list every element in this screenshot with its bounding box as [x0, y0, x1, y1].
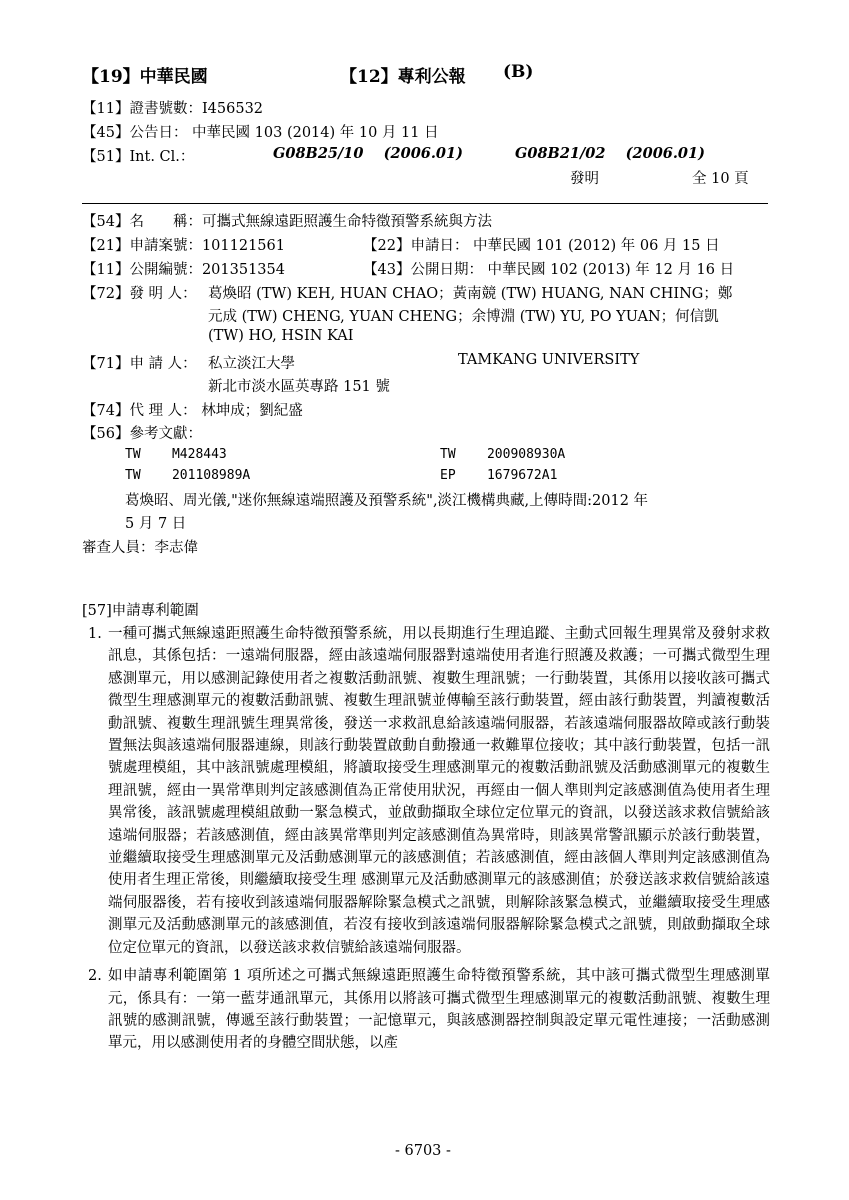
header-divider — [82, 203, 768, 204]
inventors-line-1: 葛煥昭 (TW) KEH, HUAN CHAO；黃南競 (TW) HUANG, NAN CHING；鄭 — [208, 286, 733, 302]
page-number: - 6703 - — [395, 1143, 451, 1159]
applicant-name: 私立淡江大學 — [208, 356, 295, 372]
references-label: 【56】參考文獻： — [82, 426, 202, 442]
kind-code: (B) — [503, 62, 534, 82]
claim-item — [82, 623, 770, 959]
int-cl-primary: G08B25/10 (2006.01) — [273, 145, 463, 162]
patent-title: 【54】名 稱：可攜式無線遠距照護生命特徵預警系統與方法 — [82, 214, 492, 230]
reference-literature-line-1: 葛煥昭、周光儀,"迷你無線遠端照護及預警系統",淡江機構典藏,上傳時間:2012 年 — [125, 493, 649, 509]
applicant-address: 新北市淡水區英專路 151 號 — [208, 379, 390, 395]
application-number: 【21】申請案號：101121561 — [82, 238, 285, 254]
claim-text: 如申請專利範圍第 1 項所述之可攜式無線遠距照護生命特徵預警系統，其中該可攜式微型生理感測單元，係具有：一第一藍芽通訊單元，其係用以將該可攜式微型生理感測單元的複數活動訊號、複數生理訊號的感測訊號，傳遞至該行動裝置；一記憶單元，與該感測器控制與設定單元電性連接；一活動感測單元，用以感測使用者的身體空間狀態，以產 — [108, 968, 770, 1052]
int-cl-label: 【51】Int. Cl.： — [82, 149, 195, 165]
claims-list — [82, 623, 770, 1061]
open-date: 【43】公開日期： 中華民國 102 (2013) 年 12 月 16 日 — [363, 262, 735, 278]
reference-3: TW 201108989A — [125, 468, 251, 483]
int-cl-secondary: G08B21/02 (2006.01) — [515, 145, 705, 162]
agent: 【74】代 理 人： 林坤成；劉紀盛 — [82, 403, 303, 419]
claim-number: 2. — [88, 968, 102, 985]
claim-item — [82, 965, 770, 1055]
examiner: 審查人員：李志偉 — [82, 540, 198, 556]
claims-heading: [57]申請專利範圍 — [82, 603, 199, 619]
reference-literature-line-2: 5 月 7 日 — [125, 516, 187, 532]
reference-4: EP 1679672A1 — [440, 468, 558, 483]
claim-text: 一種可攜式無線遠距照護生命特徵預警系統，用以長期進行生理追蹤、主動式回報生理異常及發射求救訊息，其係包括：一遠端伺服器，經由該遠端伺服器對遠端使用者進行照護及救護；一可攜式微型生理感測單元，用以感測記錄使用者之複數活動訊號、複數生理訊號；一行動裝置，其係用以接收該可攜式微型生理感測單元的複數活動訊號、複數生理訊號並傳輸至該行動裝置，經由該行動裝置，判讀複數活動訊號、複數生理訊號生理異常後，發送一求救訊息給該遠端伺服器，若該遠端伺服器故障或該行動裝置無法與該遠端伺服器連線，則該行動裝置啟動自動撥通一救難單位接收；其中該行動裝置，包括一訊號處理模組，其中該訊號處理模組，將讀取接受生理感測單元的複數活動訊號及活動感測單元的複數生理訊號，經由一異常準則判定該感測值為正常使用狀況，再經由一個人準則判定該感測值為使用者生理異常後，該訊號處理模組啟動一緊急模式，並啟動擷取全球位定位單元的資訊，以發送該求救信號給該遠端伺服器；若該感測值，經由該異常準則判定該感測值為異常時，則該異常警訊顯示於該行動裝置，並繼續取接受生理感測單元及活動感測單元的該感測值；若該感測值，經由該個人準則判定該感測值為使用者生理正常後，則繼續取接受生理 感測單元及活動感測單元的該感測值；於發送該求救信號給該遠端伺服器後，若有接收到該遠端伺服器解除緊急模式之訊號，則解除該緊急模式，並繼續取接受生理感測單元及活動感測單元的該感測值，若沒有接收到該遠端伺服器解除緊急模式之訊號，則啟動擷取全球位定位單元的資訊，以發送該求救信號給該遠端伺服器。 — [108, 626, 770, 956]
inventors-label: 【72】發 明 人： — [82, 286, 197, 302]
applicant-english-name: TAMKANG UNIVERSITY — [458, 352, 640, 368]
applicant-label: 【71】申 請 人： — [82, 356, 197, 372]
publication-date: 【45】公告日： 中華民國 103 (2014) 年 10 月 11 日 — [82, 125, 439, 141]
reference-1: TW M428443 — [125, 447, 227, 462]
claim-number: 1. — [88, 626, 102, 642]
publication-number: 【11】公開編號：201351354 — [82, 262, 285, 278]
document-kind: 【12】專利公報 — [340, 67, 466, 87]
patent-type: 發明 — [570, 171, 599, 187]
inventors-line-3: (TW) HO, HSIN KAI — [208, 328, 354, 344]
application-date: 【22】申請日： 中華民國 101 (2012) 年 06 月 15 日 — [363, 238, 720, 254]
reference-2: TW 200908930A — [440, 447, 566, 462]
certificate-number: 【11】證書號數：I456532 — [82, 101, 264, 117]
total-pages: 全 10 頁 — [692, 171, 749, 187]
country-label: 【19】中華民國 — [82, 67, 208, 87]
inventors-line-2: 元成 (TW) CHENG, YUAN CHENG；余博淵 (TW) YU, PO YUAN；何信凱 — [208, 309, 719, 325]
